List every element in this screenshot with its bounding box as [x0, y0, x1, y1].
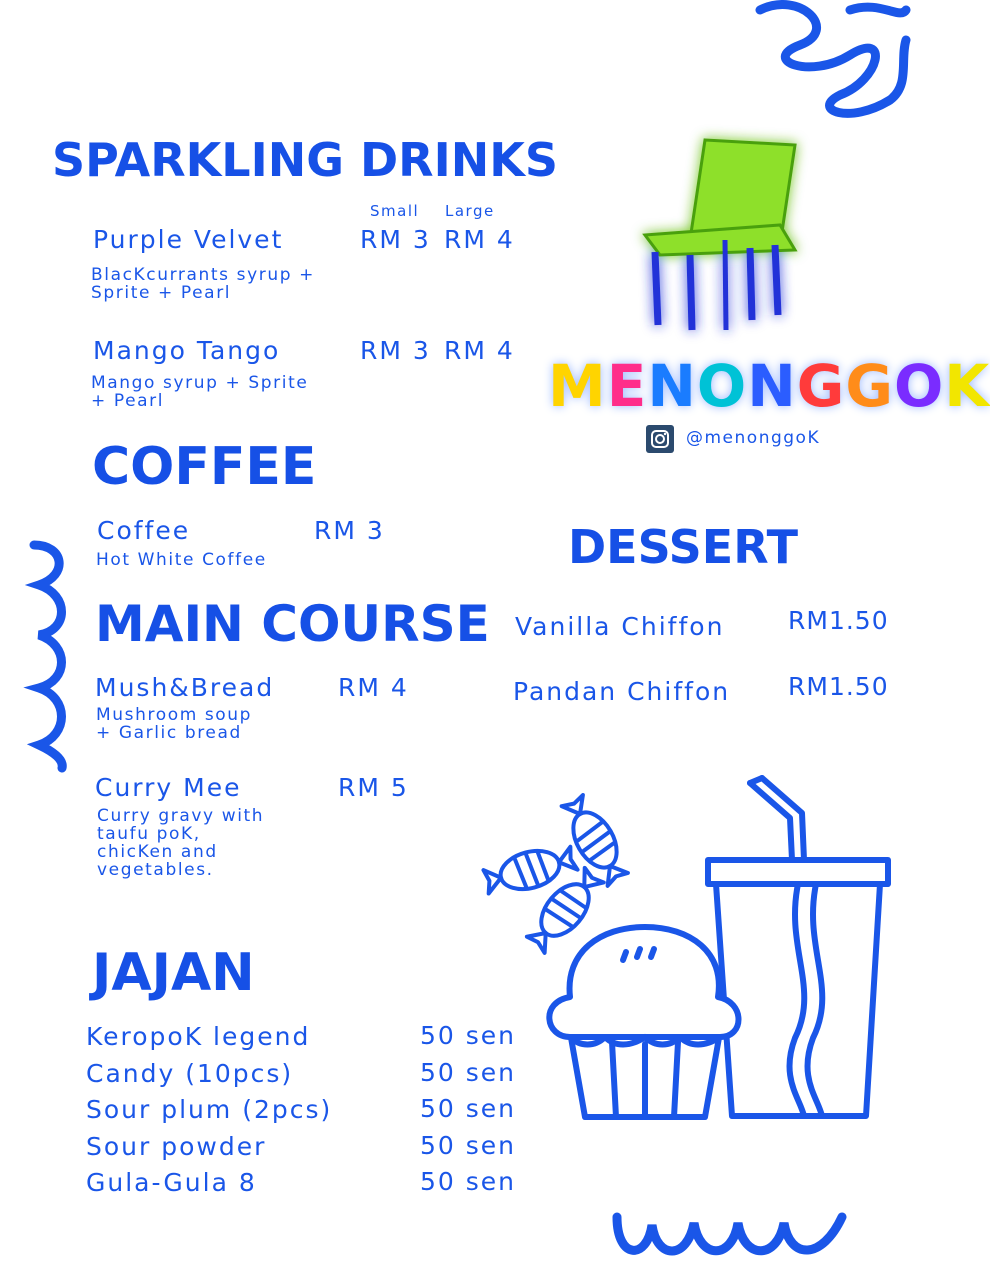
brand-logo-text: [548, 352, 990, 420]
logo-letter: N: [647, 352, 697, 420]
jajan-item-price: 50 sen: [420, 1058, 517, 1087]
size-large-label: Large: [445, 202, 495, 220]
jajan-item-price: 50 sen: [420, 1131, 517, 1160]
jajan-title: JAJAN: [92, 943, 255, 1003]
desc-line: BlacKcurrants syrup +: [91, 265, 315, 285]
jajan-item-name: Sour plum (2pcs): [86, 1095, 333, 1124]
jajan-item-price: 50 sen: [420, 1021, 517, 1050]
logo-letter: G: [845, 352, 894, 420]
main-item-price: RM 5: [338, 773, 409, 802]
logo-letter: E: [606, 352, 648, 420]
coffee-price: RM 3: [314, 516, 385, 545]
coffee-name: Coffee: [97, 516, 191, 545]
desc-line: Mango syrup + Sprite: [91, 373, 309, 393]
drink-name: Mango Tango: [93, 336, 281, 365]
squiggle-left-icon: [24, 540, 74, 770]
desc-line: vegetables.: [97, 860, 214, 880]
instagram-handle[interactable]: @menonggoK: [686, 428, 821, 448]
dessert-title: DESSERT: [568, 520, 798, 574]
desc-line: + Pearl: [91, 391, 165, 411]
dessert-price: RM1.50: [788, 672, 889, 701]
logo-letter: N: [747, 352, 797, 420]
main-course-title: MAIN COURSE: [95, 595, 490, 653]
logo-letter: K: [944, 352, 990, 420]
drink-desc: [91, 374, 308, 410]
desc-line: taufu poK,: [97, 824, 201, 844]
desc-line: Mushroom soup: [96, 705, 253, 725]
drink-name: Purple Velvet: [93, 225, 284, 254]
sparkling-title: SPARKLING DRINKS: [52, 133, 558, 187]
chair-logo-icon: [630, 130, 820, 345]
desc-line: Sprite + Pearl: [91, 283, 232, 303]
desc-line: chicKen and: [97, 842, 218, 862]
main-item-desc: [97, 807, 264, 879]
logo-letter: M: [548, 352, 607, 420]
size-small-label: Small: [370, 202, 420, 220]
logo-letter: O: [696, 352, 748, 420]
squiggle-bottom-icon: [612, 1205, 847, 1265]
drink-price-small: RM 3: [360, 336, 431, 365]
main-item-desc: [96, 706, 252, 742]
desc-line: Curry gravy with: [97, 806, 265, 826]
jajan-item-name: Gula-Gula 8: [86, 1168, 257, 1197]
drink-price-large: RM 4: [444, 336, 515, 365]
jajan-item-name: KeropoK legend: [86, 1022, 311, 1051]
drink-desc: [91, 266, 315, 302]
logo-letter: G: [796, 352, 846, 420]
jajan-item-price: 50 sen: [420, 1167, 517, 1196]
jajan-item-name: Sour powder: [86, 1132, 267, 1161]
main-item-price: RM 4: [338, 673, 409, 702]
dessert-name: Vanilla Chiffon: [515, 612, 725, 641]
main-item-name: Curry Mee: [95, 773, 242, 802]
coffee-title: COFFEE: [92, 437, 317, 497]
dessert-price: RM1.50: [788, 606, 889, 635]
jajan-item-price: 50 sen: [420, 1094, 517, 1123]
desc-line: + Garlic bread: [96, 723, 242, 743]
jajan-item-name: Candy (10pcs): [86, 1059, 294, 1088]
drink-price-large: RM 4: [444, 225, 515, 254]
drink-price-small: RM 3: [360, 225, 431, 254]
logo-letter: O: [893, 352, 945, 420]
instagram-icon[interactable]: [646, 425, 674, 453]
coffee-desc: Hot White Coffee: [96, 550, 267, 570]
cupcake-icon: [540, 922, 750, 1122]
dessert-name: Pandan Chiffon: [513, 677, 731, 706]
main-item-name: Mush&Bread: [95, 673, 275, 702]
squiggle-top-right-icon: [740, 0, 906, 130]
